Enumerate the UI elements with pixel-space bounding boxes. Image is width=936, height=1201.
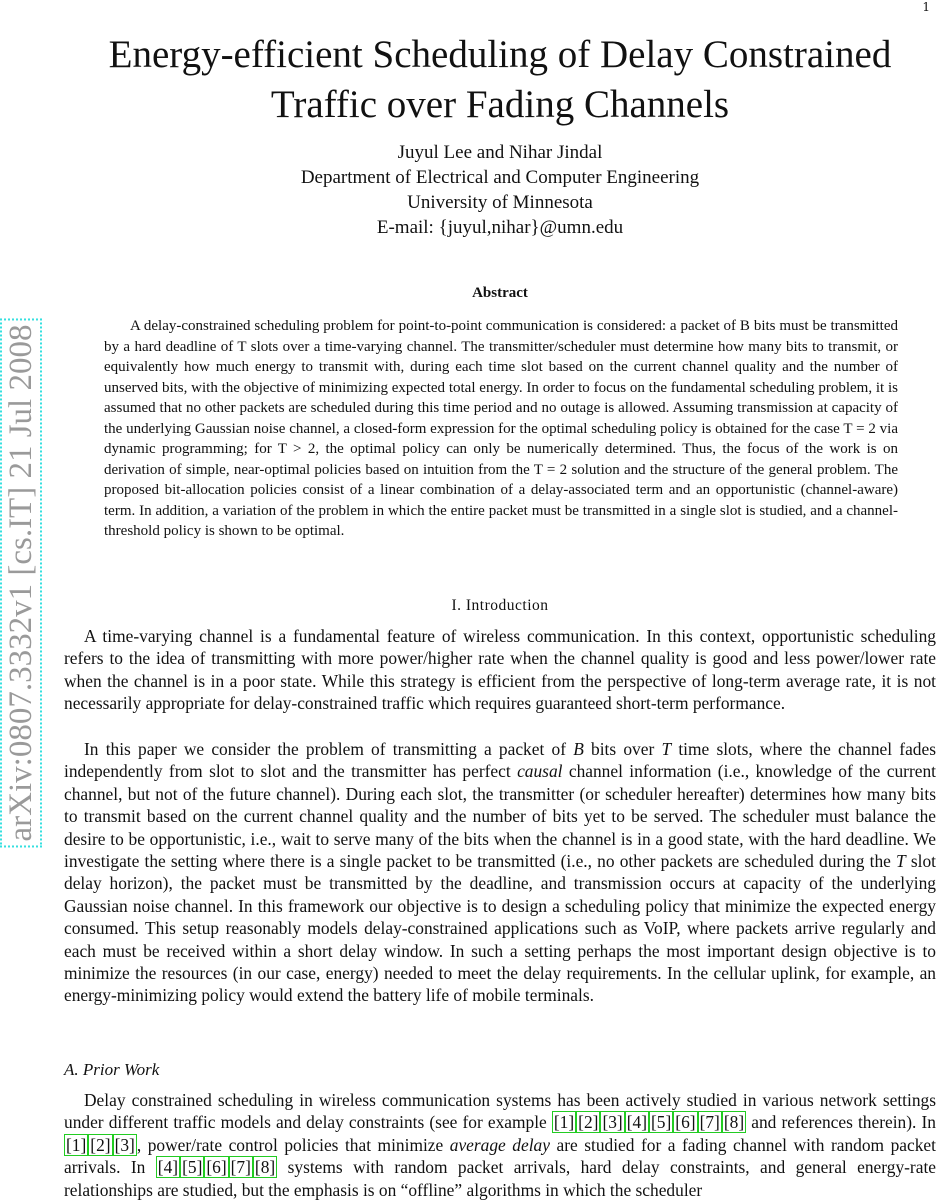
citation-link[interactable]: [8] — [254, 1157, 276, 1178]
abstract-heading: Abstract — [472, 285, 528, 301]
title-line-2: Traffic over Fading Channels — [270, 83, 730, 126]
page-number: 1 — [922, 0, 930, 14]
citation-link[interactable]: [6] — [206, 1157, 227, 1178]
paper-title — [40, 30, 936, 130]
prior-work-text — [64, 1089, 936, 1201]
citation-link[interactable]: [8] — [723, 1112, 745, 1133]
citation-link[interactable]: [5] — [651, 1112, 672, 1133]
citation-group-1 — [552, 1111, 746, 1133]
citation-group-3 — [156, 1156, 277, 1178]
intro-paragraph-1-text: A time-varying channel is a fundamental feature of wireless communication. In this context, opportunistic scheduling refers to the idea of transmitting with more power/higher rate when the channel quality is good and less power/lower rate when the channel is in a poor state. While this strategy is efficient from the perspective of long-term average rate, it is not necessarily appropriate for delay-constrained traffic which requires guaranteed short-term performance. — [64, 626, 936, 714]
citation-link[interactable]: [4] — [157, 1157, 179, 1178]
citation-link[interactable]: [7] — [230, 1157, 251, 1178]
para2-seg-g: channel information (i.e., knowledge of the current channel, but not of the future channel). During each slot, the transmitter (or scheduler hereafter) determines how many bits to transmit based on the current channel quality and the number of bits yet to be served. The scheduler must balance the desire to be opportunistic, i.e., wait to serve many of the bits when the channel is in a good state, with the hard deadline. We investigate the setting where there is a single packet to be transmitted (i.e., no other packets are scheduled during the — [64, 761, 936, 872]
title-line-1: Energy-efficient Scheduling of Delay Constrained — [108, 33, 892, 76]
author-email: E-mail: {juyul,nihar}@umn.edu — [376, 217, 624, 238]
citation-link[interactable]: [3] — [114, 1134, 135, 1155]
intro-paragraph-2-text — [64, 738, 936, 1007]
para2-seg-a: In this paper we consider the problem of transmitting a packet of — [84, 739, 574, 759]
arxiv-stamp-text: arXiv:0807.3332v1 [cs.IT] 21 Jul 2008 — [2, 320, 40, 845]
citation-link[interactable]: [7] — [699, 1112, 720, 1133]
arxiv-stamp[interactable] — [2, 305, 40, 860]
citation-link[interactable]: [1] — [66, 1134, 87, 1155]
emph-average-delay: average delay — [449, 1134, 550, 1155]
intro-paragraph-2 — [64, 738, 936, 1007]
subsection-heading-prior-work: A. Prior Work — [64, 1060, 160, 1079]
var-t: T — [661, 739, 672, 759]
prior-seg-e: are studied for a fading channel with random packet arrivals. In — [64, 1134, 936, 1178]
section-heading-introduction: I. Introduction — [451, 597, 549, 614]
prior-seg-a: Delay constrained scheduling in wireless communication systems has been actively studied in various network settings under different traffic models and delay constraints (see for example — [64, 1090, 936, 1133]
prior-work-paragraph — [64, 1089, 936, 1201]
author-department: Department of Electrical and Computer Engineering — [300, 167, 700, 188]
para2-seg-c: bits over — [583, 739, 662, 759]
para2-seg-i: slot delay horizon), the packet must be transmitted by the deadline, and transmission occurs at capacity of the underlying Gaussian noise channel. In this framework our objective is to design a scheduling policy that minimize the expected energy consumed. This setup reasonably models delay-constrained applications such as VoIP, where packets arrive regularly and each must be received within a short delay window. In such a setting perhaps the most important design objective is to minimize the resources (in our case, energy) needed to meet the delay requirements. In the cellular uplink, for example, an energy-minimizing policy would extend the battery life of mobile terminals. — [64, 851, 936, 1006]
author-names: Juyul Lee and Nihar Jindal — [397, 142, 603, 163]
citation-group-2 — [64, 1134, 137, 1156]
abstract-body: A delay-constrained scheduling problem for point-to-point communication is considered: a packet of B bits must be transmitted by a hard deadline of T slots over a time-varying channel. The transmitter/scheduler must determine how many bits to transmit, or equivalently how much energy to transmit with, during each time slot based on the current channel quality and the number of unserved bits, with the objective of minimizing expected total energy. In order to focus on the fundamental scheduling problem, it is assumed that no other packets are scheduled during this time period and no outage is allowed. Assuming transmission at capacity of the underlying Gaussian noise channel, a closed-form expression for the optimal scheduling policy is obtained for the case T = 2 via dynamic programming; for T > 2, the optimal policy can only be numerically determined. Thus, the focus of the work is on derivation of simple, near-optimal policies based on intuition from the T = 2 solution and the structure of the general problem. The proposed bit-allocation policies consist of a linear combination of a delay-associated term and an opportunistic (channel-aware) term. In addition, a variation of the problem in which the entire packet must be transmitted in a single slot is studied, and a channel-threshold policy is shown to be optimal. — [104, 318, 898, 539]
author-university: University of Minnesota — [407, 192, 593, 213]
para2-seg-e: time slots, where the channel fades independently from slot to slot and the transmitter has perfect — [64, 739, 936, 782]
prior-seg-c: , power/rate control policies that minimize — [136, 1134, 450, 1155]
emph-causal: causal — [517, 761, 563, 782]
author-block — [66, 140, 934, 240]
citation-link[interactable]: [6] — [675, 1112, 696, 1133]
citation-link[interactable]: [5] — [182, 1157, 203, 1178]
citation-link[interactable]: [2] — [90, 1134, 111, 1155]
citation-link[interactable]: [2] — [578, 1112, 599, 1133]
prior-seg-f: systems with random packet arrivals, hard delay constraints, and general energy-rate relationships are studied, but the emphasis is on “offline” algorithms in which the scheduler — [64, 1157, 936, 1200]
citation-link[interactable]: [4] — [626, 1112, 647, 1133]
citation-link[interactable]: [1] — [553, 1112, 575, 1133]
intro-paragraph-1 — [64, 625, 936, 715]
prior-seg-b: and references therein). In — [746, 1112, 936, 1133]
citation-link[interactable]: [3] — [602, 1112, 623, 1133]
var-b: B — [573, 739, 584, 759]
var-t-2: T — [896, 851, 906, 872]
